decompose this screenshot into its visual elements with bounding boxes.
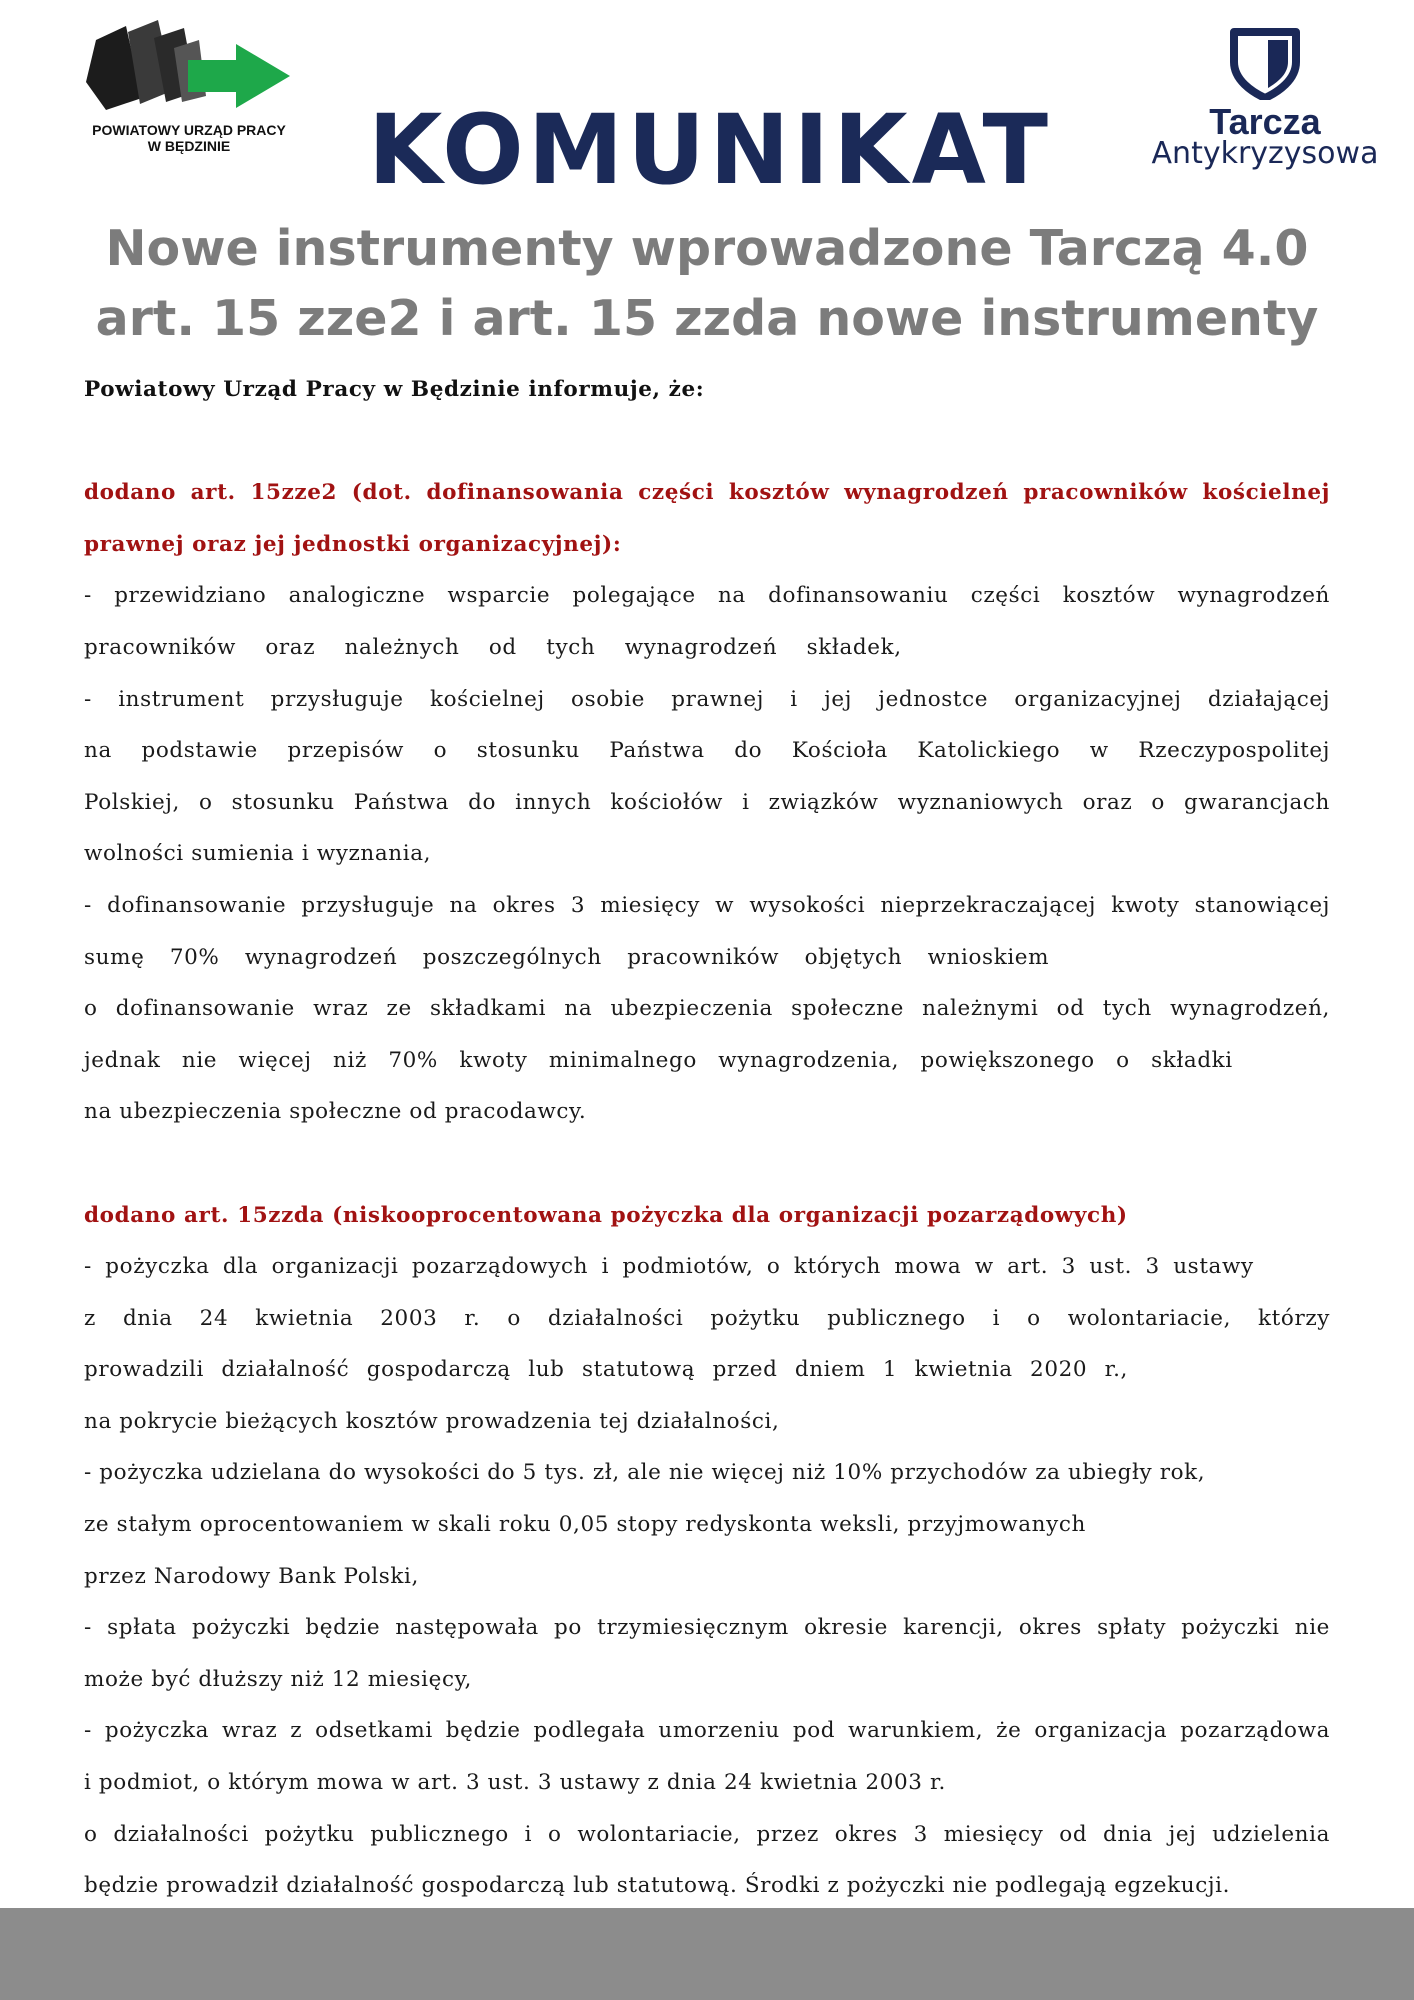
shield-logo-subtitle: Antykryzysowa [1151, 136, 1379, 171]
title-line: art. 15 zze2 i art. 15 zzda nowe instrumenty [95, 290, 1319, 347]
section2-line: ze stałym oprocentowaniem w skali roku 0,05 stopy redyskonta weksli, przyjmowanych [84, 1512, 1086, 1538]
footer-bar [0, 1908, 1414, 2000]
section2-line: i podmiot, o którym mowa w art. 3 ust. 3 ustawy z dnia 24 kwietnia 2003 r. [84, 1770, 946, 1796]
section1-line: pracowników oraz należnych od tych wynagrodzeń składek, [84, 634, 902, 660]
section1-line: na ubezpieczenia społeczne od pracodawcy. [84, 1099, 587, 1125]
section1-line: - instrument przysługuje kościelnej osobie prawnej i jej jednostce organizacyjnej działającej [84, 686, 1330, 712]
section1-line: jednak nie więcej niż 70% kwoty minimalnego wynagrodzenia, powiększonego o składki [84, 1047, 1233, 1073]
section1-line: - przewidziano analogiczne wsparcie polegające na dofinansowaniu części kosztów wynagrodzeń [84, 583, 1330, 609]
section2-line: - pożyczka udzielana do wysokości do 5 tys. zł, ale nie więcej niż 10% przychodów za ubiegły rok, [84, 1460, 1206, 1486]
section1-line: na podstawie przepisów o stosunku Państwa do Kościoła Katolickiego w Rzeczypospolitej [84, 738, 1330, 764]
section1-heading: prawnej oraz jej jednostki organizacyjnej): [84, 531, 622, 557]
section2-line: może być dłuższy niż 12 miesięcy, [84, 1666, 472, 1692]
office-name-line2: W BĘDZINIE [147, 138, 231, 154]
section1-line: - dofinansowanie przysługuje na okres 3 miesięcy w wysokości nieprzekraczającej kwoty stanowiącej [84, 892, 1330, 918]
section2-line: przez Narodowy Bank Polski, [84, 1563, 419, 1589]
office-logo [74, 18, 304, 168]
section2-line: z dnia 24 kwietnia 2003 r. o działalności pożytku publicznego i o wolontariacie, którzy [84, 1305, 1330, 1331]
section1-line: Polskiej, o stosunku Państwa do innych kościołów i związków wyznaniowych oraz o gwarancjach [84, 789, 1330, 815]
shield-logo [1140, 26, 1390, 176]
shield-logo-name: Tarcza [1209, 101, 1321, 142]
section2-line: - pożyczka dla organizacji pozarządowych i podmiotów, o których mowa w art. 3 ust. 3 ustawy [84, 1254, 1254, 1280]
section1-line: o dofinansowanie wraz ze składkami na ubezpieczenia społeczne należnymi od tych wynagrodzeń, [84, 996, 1330, 1022]
banner-title: KOMUNIKAT [368, 94, 1052, 206]
section1-heading: dodano art. 15zze2 (dot. dofinansowania części kosztów wynagrodzeń pracowników kościelnej [84, 480, 1330, 506]
page-title [60, 214, 1354, 354]
section2-line: na pokrycie bieżących kosztów prowadzenia tej działalności, [84, 1408, 780, 1434]
title-line: Nowe instrumenty wprowadzone Tarczą 4.0 [105, 220, 1309, 277]
section2-line: prowadzili działalność gospodarczą lub statutową przed dniem 1 kwietnia 2020 r., [84, 1357, 1128, 1383]
shield-icon [1228, 26, 1302, 100]
section2-line: o działalności pożytku publicznego i o wolontariacie, przez okres 3 miesięcy od dnia jej udzielenia [84, 1821, 1330, 1847]
header [0, 0, 1414, 210]
office-name-line1: POWIATOWY URZĄD PRACY [92, 122, 286, 138]
section2-line: - spłata pożyczki będzie następowała po trzymiesięcznym okresie karencji, okres spłaty pożyczki nie [84, 1615, 1330, 1641]
section2-line: - pożyczka wraz z odsetkami będzie podlegała umorzeniu pod warunkiem, że organizacja pozarządowa [84, 1718, 1330, 1744]
section2-heading: dodano art. 15zzda (niskooprocentowana pożyczka dla organizacji pozarządowych) [84, 1202, 1128, 1228]
section1-line: sumę 70% wynagrodzeń poszczególnych pracowników objętych wnioskiem [84, 944, 1050, 970]
intro-text: Powiatowy Urząd Pracy w Będzinie informuje, że: [84, 377, 705, 402]
announcement-body [84, 364, 1330, 1912]
section1-line: wolności sumienia i wyznania, [84, 841, 432, 867]
office-logo-icon [84, 18, 294, 118]
section2-line: będzie prowadził działalność gospodarczą lub statutową. Środki z pożyczki nie podlegają egzekucji. [84, 1873, 1231, 1899]
